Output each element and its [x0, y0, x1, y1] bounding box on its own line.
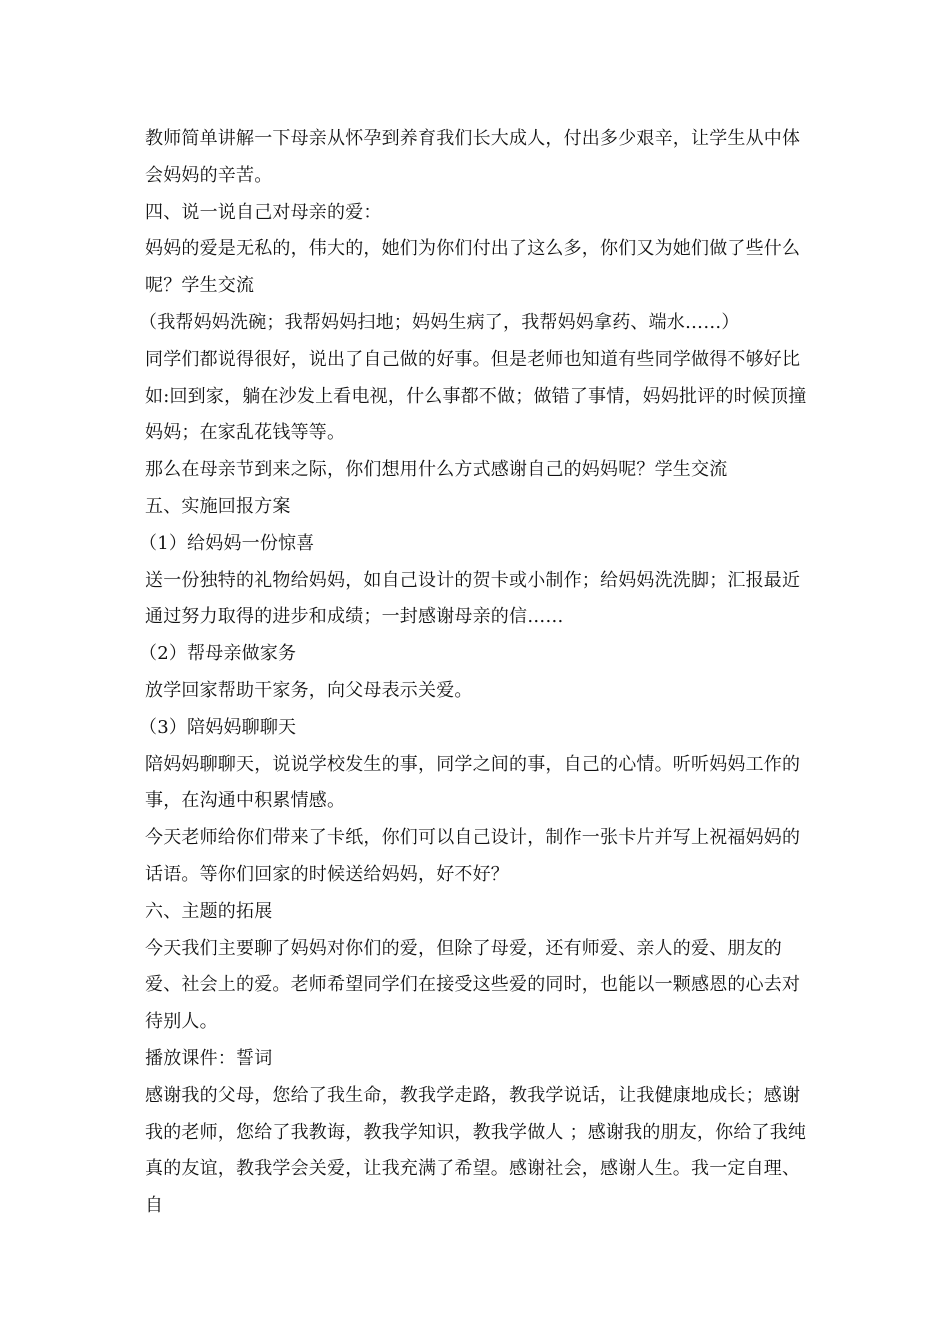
section-heading-6: 六、主题的拓展: [145, 900, 273, 922]
paragraph-extension: 今天我们主要聊了妈妈对你们的爱，但除了母爱，还有师爱、亲人的爱、朋友的爱、社会上的爱。老师希望同学们在接受这些爱的同时，也能以一颗感恩的心去对待别人。: [145, 937, 801, 1033]
paragraph-mothers-love: 妈妈的爱是无私的，伟大的，她们为你们付出了这么多，你们又为她们做了些什么呢？学生交流: [145, 238, 801, 297]
paragraph-chat: 陪妈妈聊聊天，说说学校发生的事，同学之间的事，自己的心情。听听妈妈工作的事，在沟通中积累情感。: [145, 753, 801, 812]
subheading-chat: （3）陪妈妈聊聊天: [139, 716, 297, 738]
section-heading-5: 五、实施回报方案: [145, 495, 291, 517]
paragraph-oath: 感谢我的父母，您给了我生命，教我学走路，教我学说话，让我健康地成长；感谢我的老师，您给了我教诲，教我学知识，教我学做人 ；感谢我的朋友，你给了我纯真的友谊，教我学会关爱，让我充满了希望。感谢社会，感谢人生。我一定自理、自: [145, 1084, 807, 1217]
paragraph-courseware: 播放课件：誓词: [145, 1047, 273, 1069]
section-heading-4: 四、说一说自己对母亲的爱：: [145, 201, 382, 223]
paragraph-gift: 送一份独特的礼物给妈妈，如自己设计的贺卡或小制作；给妈妈洗洗脚；汇报最近通过努力取得的进步和成绩；一封感谢母亲的信……: [145, 569, 801, 628]
subheading-surprise: （1）给妈妈一份惊喜: [139, 532, 315, 554]
paragraph-card: 今天老师给你们带来了卡纸，你们可以自己设计，制作一张卡片并写上祝福妈妈的话语。等你们回家的时候送给妈妈，好不好？: [145, 827, 801, 885]
paragraph-mothers-day-question: 那么在母亲节到来之际，你们想用什么方式感谢自己的妈妈呢？学生交流: [145, 459, 728, 481]
paragraph-classmates-said: 同学们都说得很好，说出了自己做的好事。但是老师也知道有些同学做得不够好比如:回到家，躺在沙发上看电视，什么事都不做；做错了事情，妈妈批评的时候顶撞妈妈；在家乱花钱等等。: [145, 348, 807, 444]
paragraph-teacher-explains: 教师简单讲解一下母亲从怀孕到养育我们长大成人，付出多少艰辛，让学生从中体会妈妈的辛苦。: [145, 128, 801, 186]
paragraph-student-examples: （我帮妈妈洗碗；我帮妈妈扫地；妈妈生病了，我帮妈妈拿药、端水……）: [139, 311, 740, 333]
document-body: [139, 121, 810, 1225]
subheading-housework: （2）帮母亲做家务: [139, 643, 297, 665]
paragraph-housework: 放学回家帮助干家务，向父母表示关爱。: [145, 679, 473, 701]
